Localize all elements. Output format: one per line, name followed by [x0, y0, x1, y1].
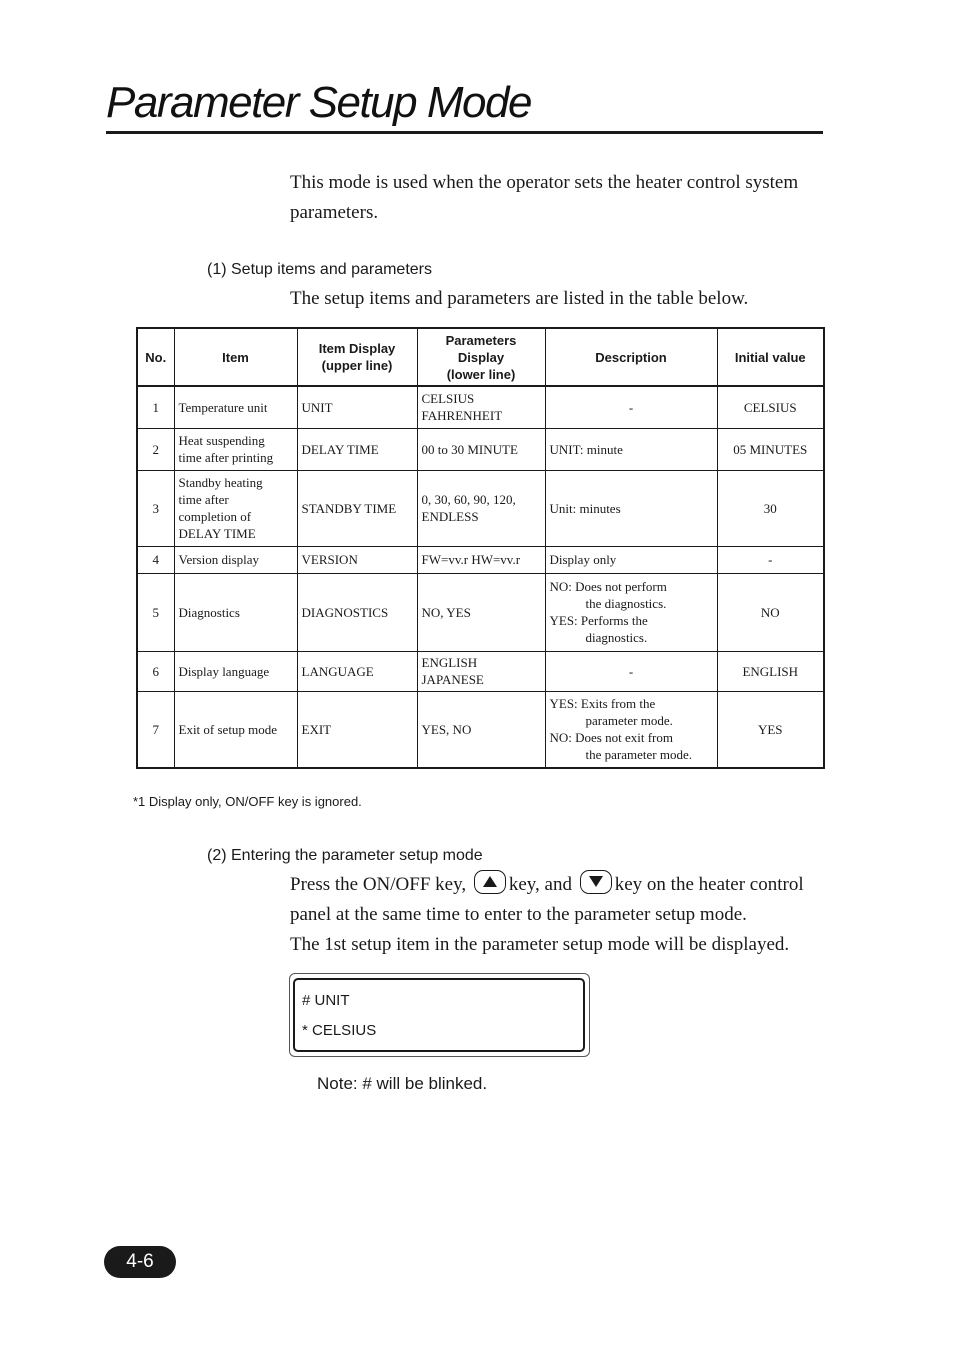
cell-item-line: Temperature unit — [178, 399, 268, 415]
cell-parameters — [417, 691, 545, 768]
cell-item-display: DELAY TIME — [297, 428, 417, 470]
header-item-display — [297, 328, 417, 386]
cell-initial-value: ENGLISH — [717, 651, 824, 691]
section2-line1-part3: key on the heater control — [614, 874, 804, 895]
cell-initial-value: YES — [717, 691, 824, 768]
cell-parameters — [417, 428, 545, 470]
table-row — [137, 386, 824, 428]
table-row — [137, 573, 824, 651]
cell-no: 6 — [137, 651, 174, 691]
up-arrow-key-icon — [474, 870, 506, 894]
cell-parameters-line: ENGLISH — [421, 655, 478, 670]
cell-description-line: Display only — [549, 552, 617, 567]
cell-item-display: LANGUAGE — [297, 651, 417, 691]
cell-parameters-line: YES, NO — [421, 721, 472, 737]
lcd-upper-line: # UNIT — [302, 992, 350, 1009]
cell-description-line: - — [628, 399, 634, 415]
cell-parameters-line: JAPANESE — [421, 672, 484, 687]
cell-parameters-line: NO, YES — [421, 604, 471, 620]
cell-parameters — [417, 651, 545, 691]
cell-description-line: YES: Performs the — [549, 613, 648, 628]
header-parameters-display — [417, 328, 545, 386]
header-initial-value: Initial value — [717, 328, 824, 386]
cell-item — [174, 386, 297, 428]
cell-item-display: VERSION — [297, 546, 417, 573]
cell-parameters-line: FW=vv.r HW=vv.r — [421, 552, 521, 567]
cell-parameters-line: 00 to 30 MINUTE — [421, 441, 518, 457]
cell-description — [545, 651, 717, 691]
footnote: *1 Display only, ON/OFF key is ignored. — [133, 794, 362, 809]
header-params-line: Parameters — [445, 332, 517, 348]
cell-parameters-line: ENDLESS — [421, 509, 479, 524]
cell-parameters-line: CELSIUS — [421, 391, 475, 407]
page-number-badge: 4-6 — [104, 1246, 176, 1278]
cell-item-line: Standby heating — [178, 475, 263, 490]
cell-description-line: - — [628, 663, 634, 679]
cell-parameters-line: 0, 30, 60, 90, 120, — [421, 492, 516, 507]
title-rule — [106, 131, 823, 134]
cell-item-display: EXIT — [297, 691, 417, 768]
cell-description — [545, 573, 717, 651]
cell-description — [545, 546, 717, 573]
table-row — [137, 470, 824, 546]
section2-line3: The 1st setup item in the parameter setup mode will be displayed. — [290, 934, 790, 955]
cell-item-display: STANDBY TIME — [297, 470, 417, 546]
cell-parameters — [417, 546, 545, 573]
section1-text: The setup items and parameters are listed in the table below. — [290, 288, 749, 309]
cell-item-line: Exit of setup mode — [178, 721, 278, 737]
cell-item-line: time after printing — [178, 450, 274, 465]
cell-description — [545, 428, 717, 470]
cell-description-line: the diagnostics. — [585, 596, 667, 611]
lcd-lower-line: * CELSIUS — [302, 1022, 377, 1039]
cell-item — [174, 428, 297, 470]
cell-parameters — [417, 470, 545, 546]
header-params-line: Display — [457, 349, 505, 365]
table-row — [137, 691, 824, 768]
cell-item-line: Version display — [178, 552, 260, 567]
cell-description-line: UNIT: minute — [549, 441, 623, 457]
table-body — [137, 386, 824, 768]
cell-item-line: time after — [178, 492, 229, 507]
cell-initial-value: 30 — [717, 470, 824, 546]
section1-heading: (1) Setup items and parameters — [207, 261, 432, 278]
lcd-display — [293, 978, 585, 1052]
cell-description-line: Unit: minutes — [549, 500, 621, 516]
header-item-display-line: (upper line) — [321, 358, 393, 373]
cell-description-line: NO: Does not exit from — [549, 730, 673, 746]
cell-no: 1 — [137, 386, 174, 428]
cell-item — [174, 691, 297, 768]
cell-item — [174, 573, 297, 651]
page-title: Parameter Setup Mode — [106, 78, 531, 127]
cell-item-line: DELAY TIME — [178, 526, 256, 541]
cell-description-line: parameter mode. — [585, 713, 673, 729]
cell-item-line: Diagnostics — [178, 604, 240, 620]
table-row — [137, 428, 824, 470]
cell-no: 7 — [137, 691, 174, 768]
cell-item-display: DIAGNOSTICS — [297, 573, 417, 651]
section2-line1-part2: key, and — [508, 874, 572, 895]
cell-description — [545, 386, 717, 428]
cell-parameters-line: FAHRENHEIT — [421, 408, 503, 424]
table-row — [137, 546, 824, 573]
cell-description — [545, 691, 717, 768]
section2-line1 — [290, 870, 804, 900]
header-description: Description — [545, 328, 717, 386]
section2-heading: (2) Entering the parameter setup mode — [207, 847, 483, 864]
table-row — [137, 651, 824, 691]
cell-item — [174, 546, 297, 573]
table-header-row — [137, 328, 824, 386]
cell-initial-value: NO — [717, 573, 824, 651]
header-params-line: (lower line) — [446, 366, 516, 382]
cell-item-line: Display language — [178, 663, 270, 679]
cell-description — [545, 470, 717, 546]
cell-initial-value: - — [717, 546, 824, 573]
cell-description-line: the parameter mode. — [585, 747, 692, 763]
down-arrow-key-icon — [580, 870, 612, 894]
cell-initial-value: 05 MINUTES — [717, 428, 824, 470]
parameters-table — [136, 327, 825, 769]
header-item-display-line: Item Display — [318, 341, 396, 356]
cell-item-line: completion of — [178, 509, 252, 524]
cell-no: 2 — [137, 428, 174, 470]
header-no: No. — [137, 328, 174, 386]
cell-parameters — [417, 386, 545, 428]
cell-description-line: diagnostics. — [585, 630, 648, 645]
cell-no: 3 — [137, 470, 174, 546]
blink-note: Note: # will be blinked. — [317, 1074, 488, 1093]
cell-item-display: UNIT — [297, 386, 417, 428]
cell-parameters — [417, 573, 545, 651]
cell-item — [174, 651, 297, 691]
header-item: Item — [174, 328, 297, 386]
cell-description-line: YES: Exits from the — [549, 696, 656, 712]
intro-paragraph: This mode is used when the operator sets the heater control system parameters. — [290, 172, 799, 223]
section2-line1-part1: Press the ON/OFF key, — [290, 874, 467, 895]
cell-item-line: Heat suspending — [178, 433, 265, 448]
cell-no: 5 — [137, 573, 174, 651]
cell-initial-value: CELSIUS — [717, 386, 824, 428]
cell-description-line: NO: Does not perform — [549, 579, 667, 594]
cell-no: 4 — [137, 546, 174, 573]
cell-item — [174, 470, 297, 546]
section2-line2: panel at the same time to enter to the parameter setup mode. — [290, 904, 747, 925]
